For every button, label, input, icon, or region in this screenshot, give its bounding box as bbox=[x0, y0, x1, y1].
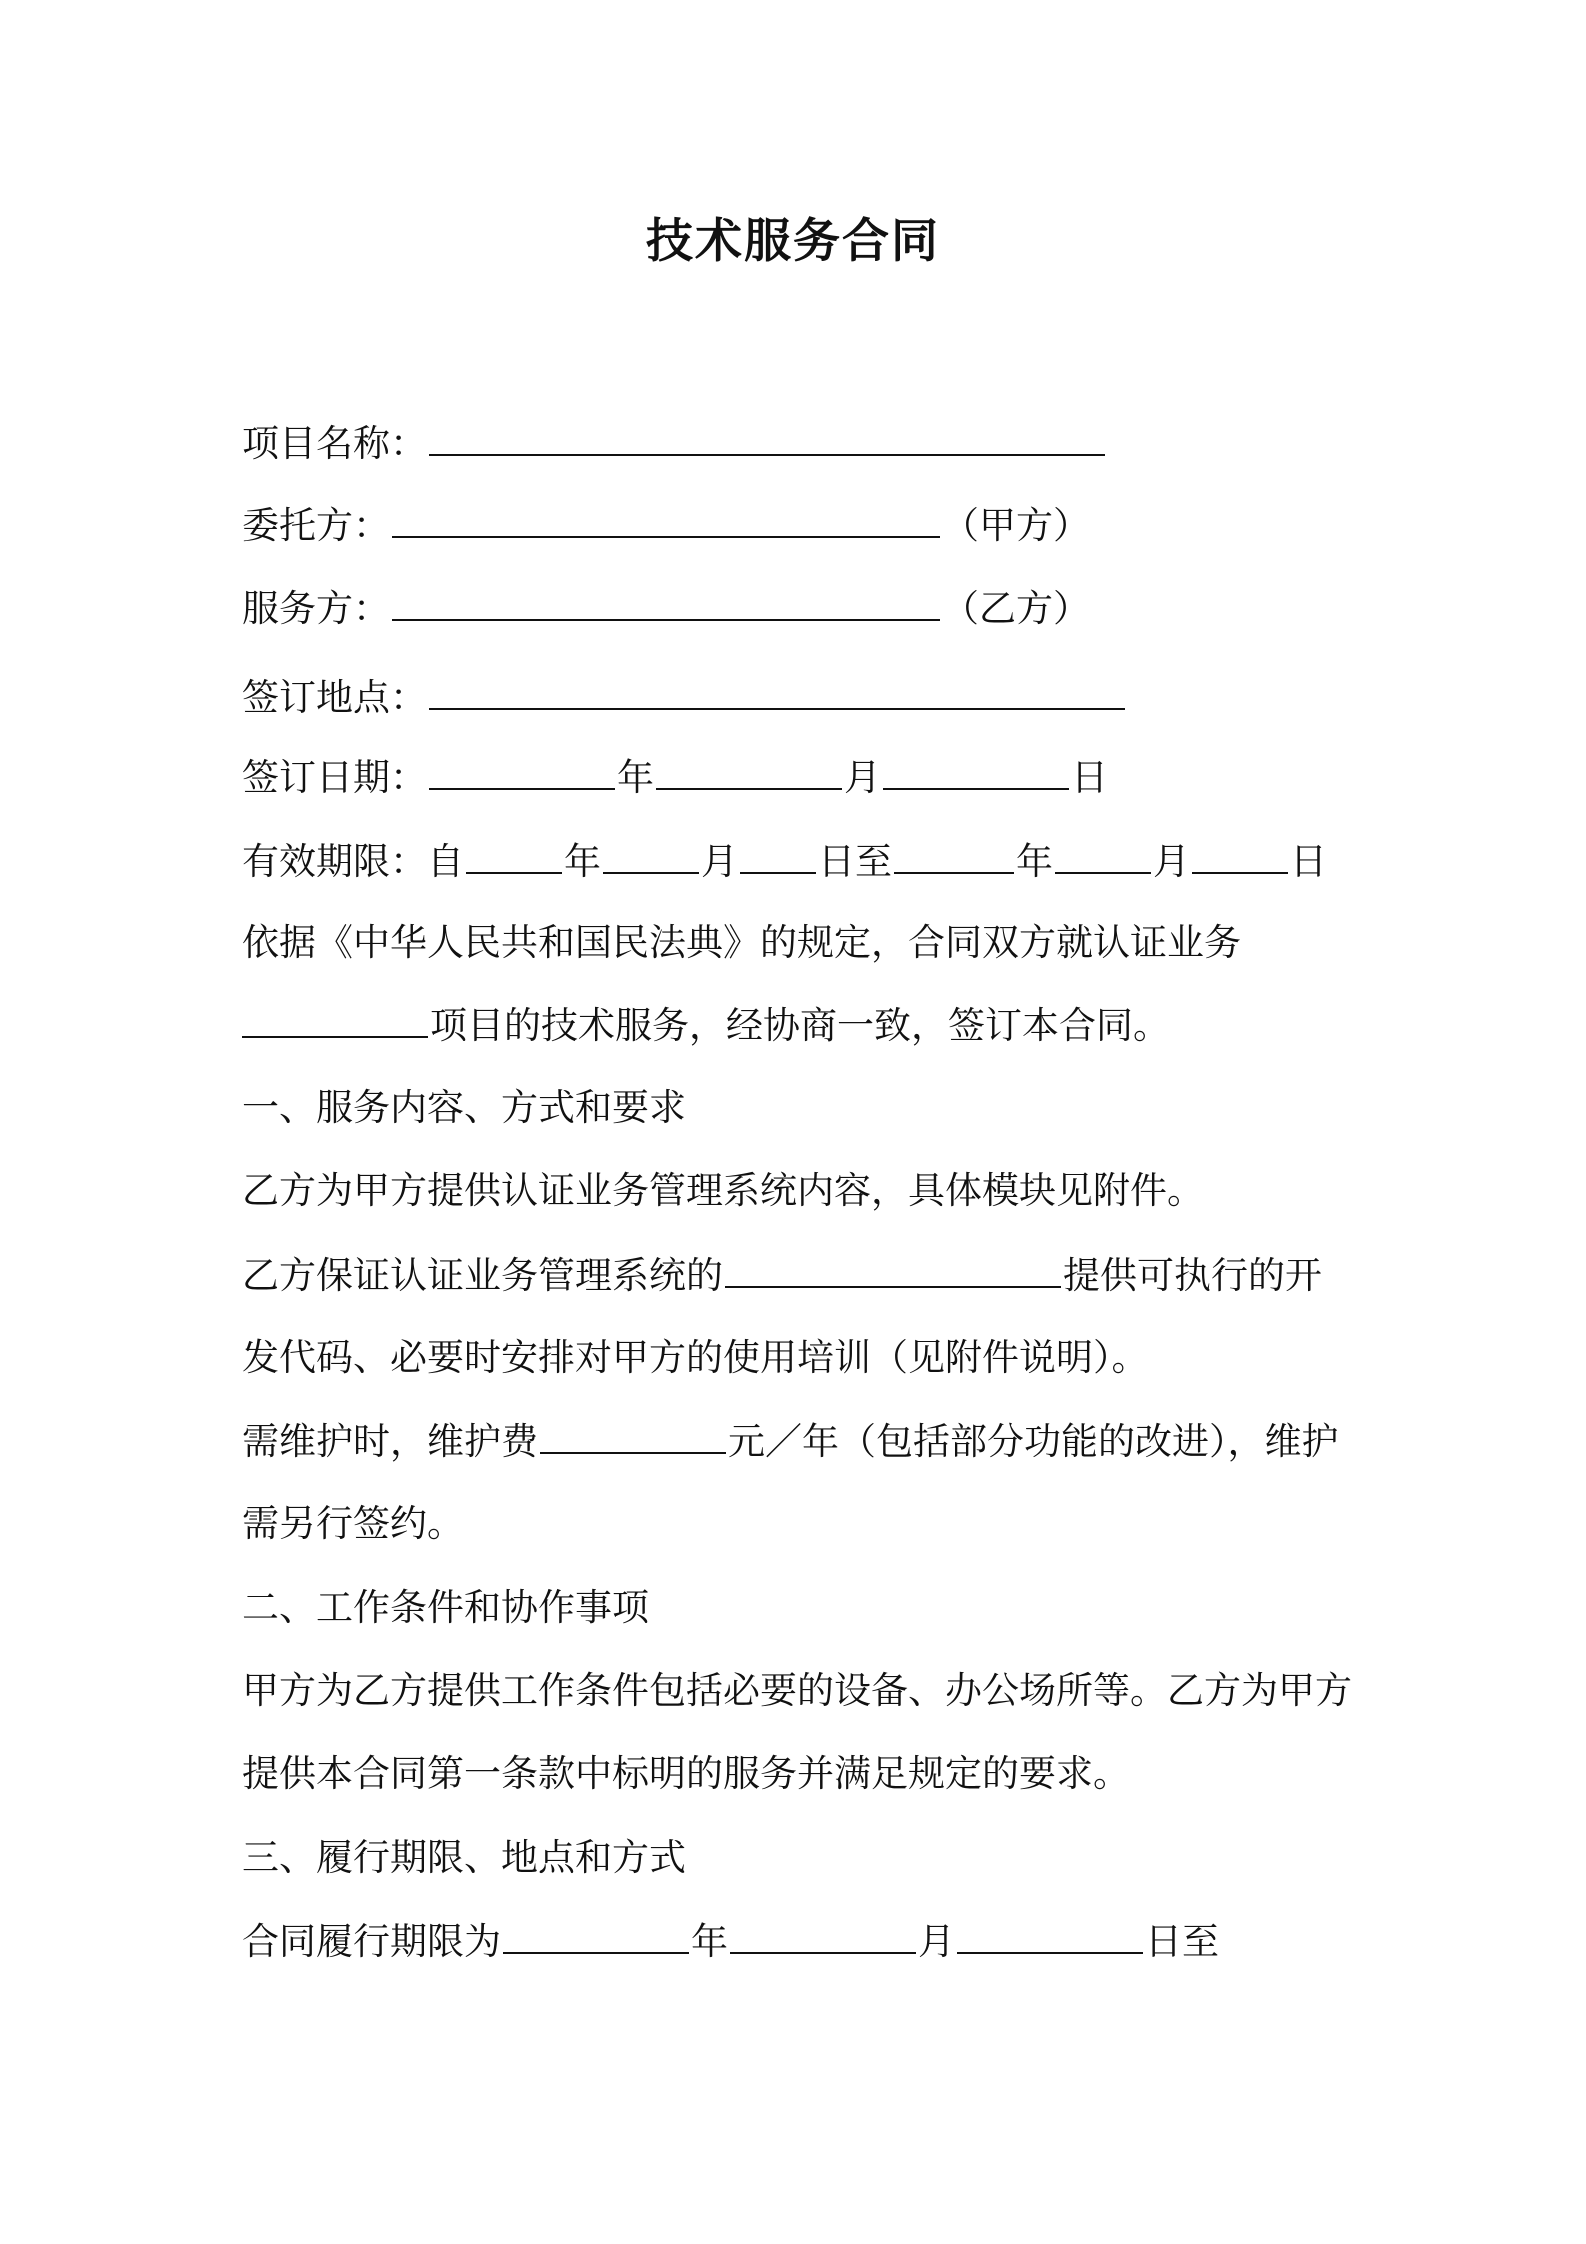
project-name-blank[interactable] bbox=[429, 418, 1105, 456]
service-item-blank[interactable] bbox=[242, 1000, 428, 1038]
day-unit: 日 bbox=[1290, 840, 1327, 883]
sign-place-label: 签订地点： bbox=[242, 676, 427, 719]
client-blank[interactable] bbox=[392, 500, 940, 538]
intro-line-2 bbox=[242, 1000, 1362, 1051]
day-to-unit: 日至 bbox=[818, 840, 892, 883]
project-name-label: 项目名称： bbox=[242, 422, 427, 465]
year-unit: 年 bbox=[564, 840, 601, 883]
year-unit: 年 bbox=[1016, 840, 1053, 883]
validity-from-month-blank[interactable] bbox=[603, 836, 699, 874]
project-name-line bbox=[242, 418, 1362, 469]
sign-month-blank[interactable] bbox=[656, 752, 842, 790]
provider-label: 服务方： bbox=[242, 587, 390, 630]
section-1-paragraph-2-line-2: 发代码、必要时安排对甲方的使用培训（见附件说明）。 bbox=[242, 1336, 1149, 1379]
system-blank[interactable] bbox=[725, 1250, 1061, 1288]
section-3-paragraph-1 bbox=[242, 1916, 1362, 1967]
section-1-p2-a: 乙方保证认证业务管理系统的 bbox=[242, 1254, 723, 1297]
maintenance-fee-blank[interactable] bbox=[540, 1416, 726, 1454]
validity-from-year-blank[interactable] bbox=[466, 836, 562, 874]
intro-line-1: 依据《中华人民共和国民法典》的规定，合同双方就认证业务 bbox=[242, 921, 1241, 964]
section-1-paragraph-3-line-2: 需另行签约。 bbox=[242, 1502, 464, 1545]
validity-to-month-blank[interactable] bbox=[1055, 836, 1151, 874]
section-1-paragraph-3-line-1 bbox=[242, 1416, 1362, 1467]
sign-day-blank[interactable] bbox=[883, 752, 1069, 790]
validity-label: 有效期限：自 bbox=[242, 840, 464, 883]
term-year-blank[interactable] bbox=[503, 1916, 689, 1954]
validity-to-year-blank[interactable] bbox=[894, 836, 1014, 874]
month-unit: 月 bbox=[844, 756, 881, 799]
section-2-heading: 二、工作条件和协作事项 bbox=[242, 1586, 649, 1629]
section-2-paragraph-1-line-1: 甲方为乙方提供工作条件包括必要的设备、办公场所等。乙方为甲方 bbox=[242, 1669, 1352, 1712]
section-1-p3-b: （包括部分功能的改进），维护 bbox=[839, 1420, 1339, 1463]
provider-line bbox=[242, 583, 1362, 634]
section-1-heading: 一、服务内容、方式和要求 bbox=[242, 1086, 686, 1129]
month-unit: 月 bbox=[918, 1920, 955, 1963]
client-label: 委托方： bbox=[242, 504, 390, 547]
client-suffix: （甲方） bbox=[942, 504, 1090, 547]
provider-suffix: （乙方） bbox=[942, 587, 1090, 630]
sign-place-line bbox=[242, 672, 1362, 723]
provider-blank[interactable] bbox=[392, 583, 940, 621]
sign-date-label: 签订日期： bbox=[242, 756, 427, 799]
day-to-unit: 日至 bbox=[1145, 1920, 1219, 1963]
section-1-paragraph-1: 乙方为甲方提供认证业务管理系统内容，具体模块见附件。 bbox=[242, 1169, 1204, 1212]
sign-year-blank[interactable] bbox=[429, 752, 615, 790]
validity-from-day-blank[interactable] bbox=[740, 836, 816, 874]
month-unit: 月 bbox=[1153, 840, 1190, 883]
section-3-heading: 三、履行期限、地点和方式 bbox=[242, 1836, 686, 1879]
section-1-paragraph-2-line-1 bbox=[242, 1250, 1362, 1301]
year-unit: 年 bbox=[691, 1920, 728, 1963]
section-2-paragraph-1-line-2: 提供本合同第一条款中标明的服务并满足规定的要求。 bbox=[242, 1752, 1130, 1795]
day-unit: 日 bbox=[1071, 756, 1108, 799]
term-day-blank[interactable] bbox=[957, 1916, 1143, 1954]
sign-date-line bbox=[242, 752, 1362, 803]
intro-line-2-text: 项目的技术服务，经协商一致，签订本合同。 bbox=[430, 1004, 1170, 1047]
year-unit: 年 bbox=[617, 756, 654, 799]
validity-to-day-blank[interactable] bbox=[1192, 836, 1288, 874]
section-1-p3-a: 需维护时，维护费 bbox=[242, 1420, 538, 1463]
yuan-per-year-unit: 元／年 bbox=[728, 1420, 839, 1463]
section-1-p2-b: 提供可执行的开 bbox=[1063, 1254, 1322, 1297]
term-month-blank[interactable] bbox=[730, 1916, 916, 1954]
document-title: 技术服务合同 bbox=[646, 214, 940, 269]
month-unit: 月 bbox=[701, 840, 738, 883]
section-3-p1-a: 合同履行期限为 bbox=[242, 1920, 501, 1963]
sign-place-blank[interactable] bbox=[429, 672, 1125, 710]
client-line bbox=[242, 500, 1362, 551]
validity-line bbox=[242, 836, 1362, 887]
